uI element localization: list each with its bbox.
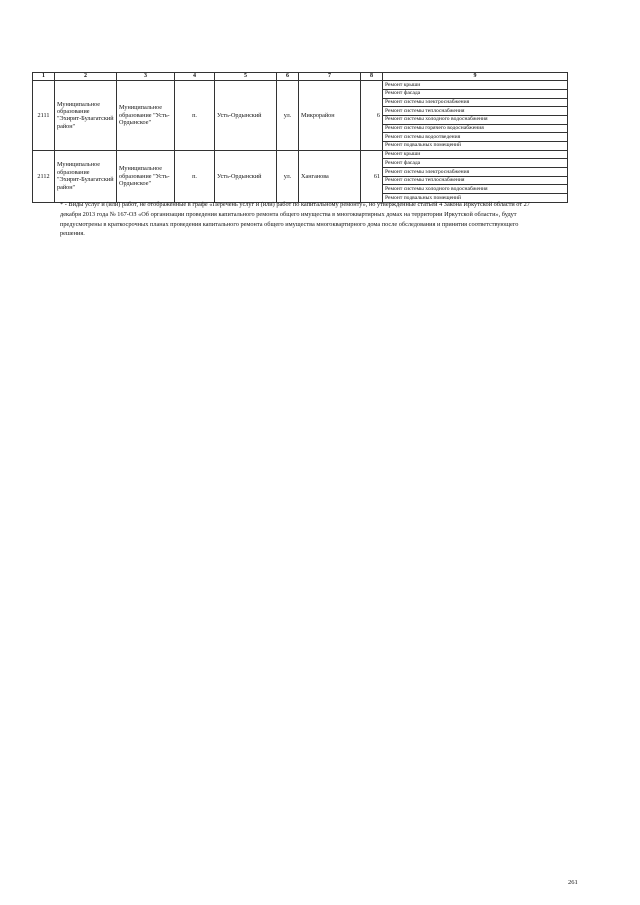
column-header: 2 — [55, 73, 117, 81]
locality-cell: Усть-Ордынский — [215, 81, 277, 151]
work-item: Ремонт фасада — [383, 159, 568, 168]
footnote: * - Виды услуг и (или) работ, не отображенные в графе «Перечень услуг и (или) работ по капитальному ремонту», но утвержденные статьей 4 Закона Иркутской области от 27 декабря 2013 года № 167-ОЗ «Об организации проведения капитального ремонта общего имущества в многоквартирных домах на территории Иркутской области», будут предусмотрены в краткосрочных планах проведения капитального ремонта общего имущества многоквартирного дома после обследования и принятия соответствующего решения. — [60, 201, 530, 238]
column-header: 8 — [361, 73, 383, 81]
header-row — [33, 73, 568, 81]
record-number: 2112 — [33, 150, 55, 202]
work-item: Ремонт подвальных помещений — [383, 142, 568, 151]
settlement-cell: Муниципальное образование "Усть-Ордынское" — [117, 81, 175, 151]
work-item: Ремонт системы холодного водоснабжения — [383, 115, 568, 124]
work-item: Ремонт системы электроснабжения — [383, 98, 568, 107]
column-header: 4 — [175, 73, 215, 81]
municipality-cell: Муниципальное образование "Эхирит-Булагатский район" — [55, 150, 117, 202]
work-item: Ремонт крыши — [383, 150, 568, 159]
settlement-cell: Муниципальное образование "Усть-Ордынское" — [117, 150, 175, 202]
street-cell: Ханганова — [299, 150, 361, 202]
table-row — [33, 81, 568, 90]
column-header: 5 — [215, 73, 277, 81]
work-item: Ремонт системы теплоснабжения — [383, 176, 568, 185]
page-number: 261 — [568, 879, 578, 886]
house-number-cell: 6 — [361, 81, 383, 151]
work-item: Ремонт системы холодного водоснабжения — [383, 185, 568, 194]
work-item: Ремонт системы электроснабжения — [383, 168, 568, 177]
house-number-cell: 61 — [361, 150, 383, 202]
work-item: Ремонт подвальных помещений — [383, 194, 568, 203]
street-type-cell: ул. — [277, 81, 299, 151]
column-header: 9 — [383, 73, 568, 81]
street-type-cell: ул. — [277, 150, 299, 202]
locality-type-cell: п. — [175, 150, 215, 202]
locality-type-cell: п. — [175, 81, 215, 151]
work-item: Ремонт фасада — [383, 89, 568, 98]
locality-cell: Усть-Ордынский — [215, 150, 277, 202]
work-item: Ремонт системы водоотведения — [383, 133, 568, 142]
column-header: 6 — [277, 73, 299, 81]
record-number: 2111 — [33, 81, 55, 151]
work-item: Ремонт системы теплоснабжения — [383, 107, 568, 116]
work-item: Ремонт крыши — [383, 81, 568, 90]
column-header: 1 — [33, 73, 55, 81]
street-cell: Микрорайон — [299, 81, 361, 151]
column-header: 3 — [117, 73, 175, 81]
municipality-cell: Муниципальное образование "Эхирит-Булагатский район" — [55, 81, 117, 151]
work-item: Ремонт системы горячего водоснабжения — [383, 124, 568, 133]
repair-schedule-table — [32, 72, 568, 203]
table-row — [33, 150, 568, 159]
column-header: 7 — [299, 73, 361, 81]
